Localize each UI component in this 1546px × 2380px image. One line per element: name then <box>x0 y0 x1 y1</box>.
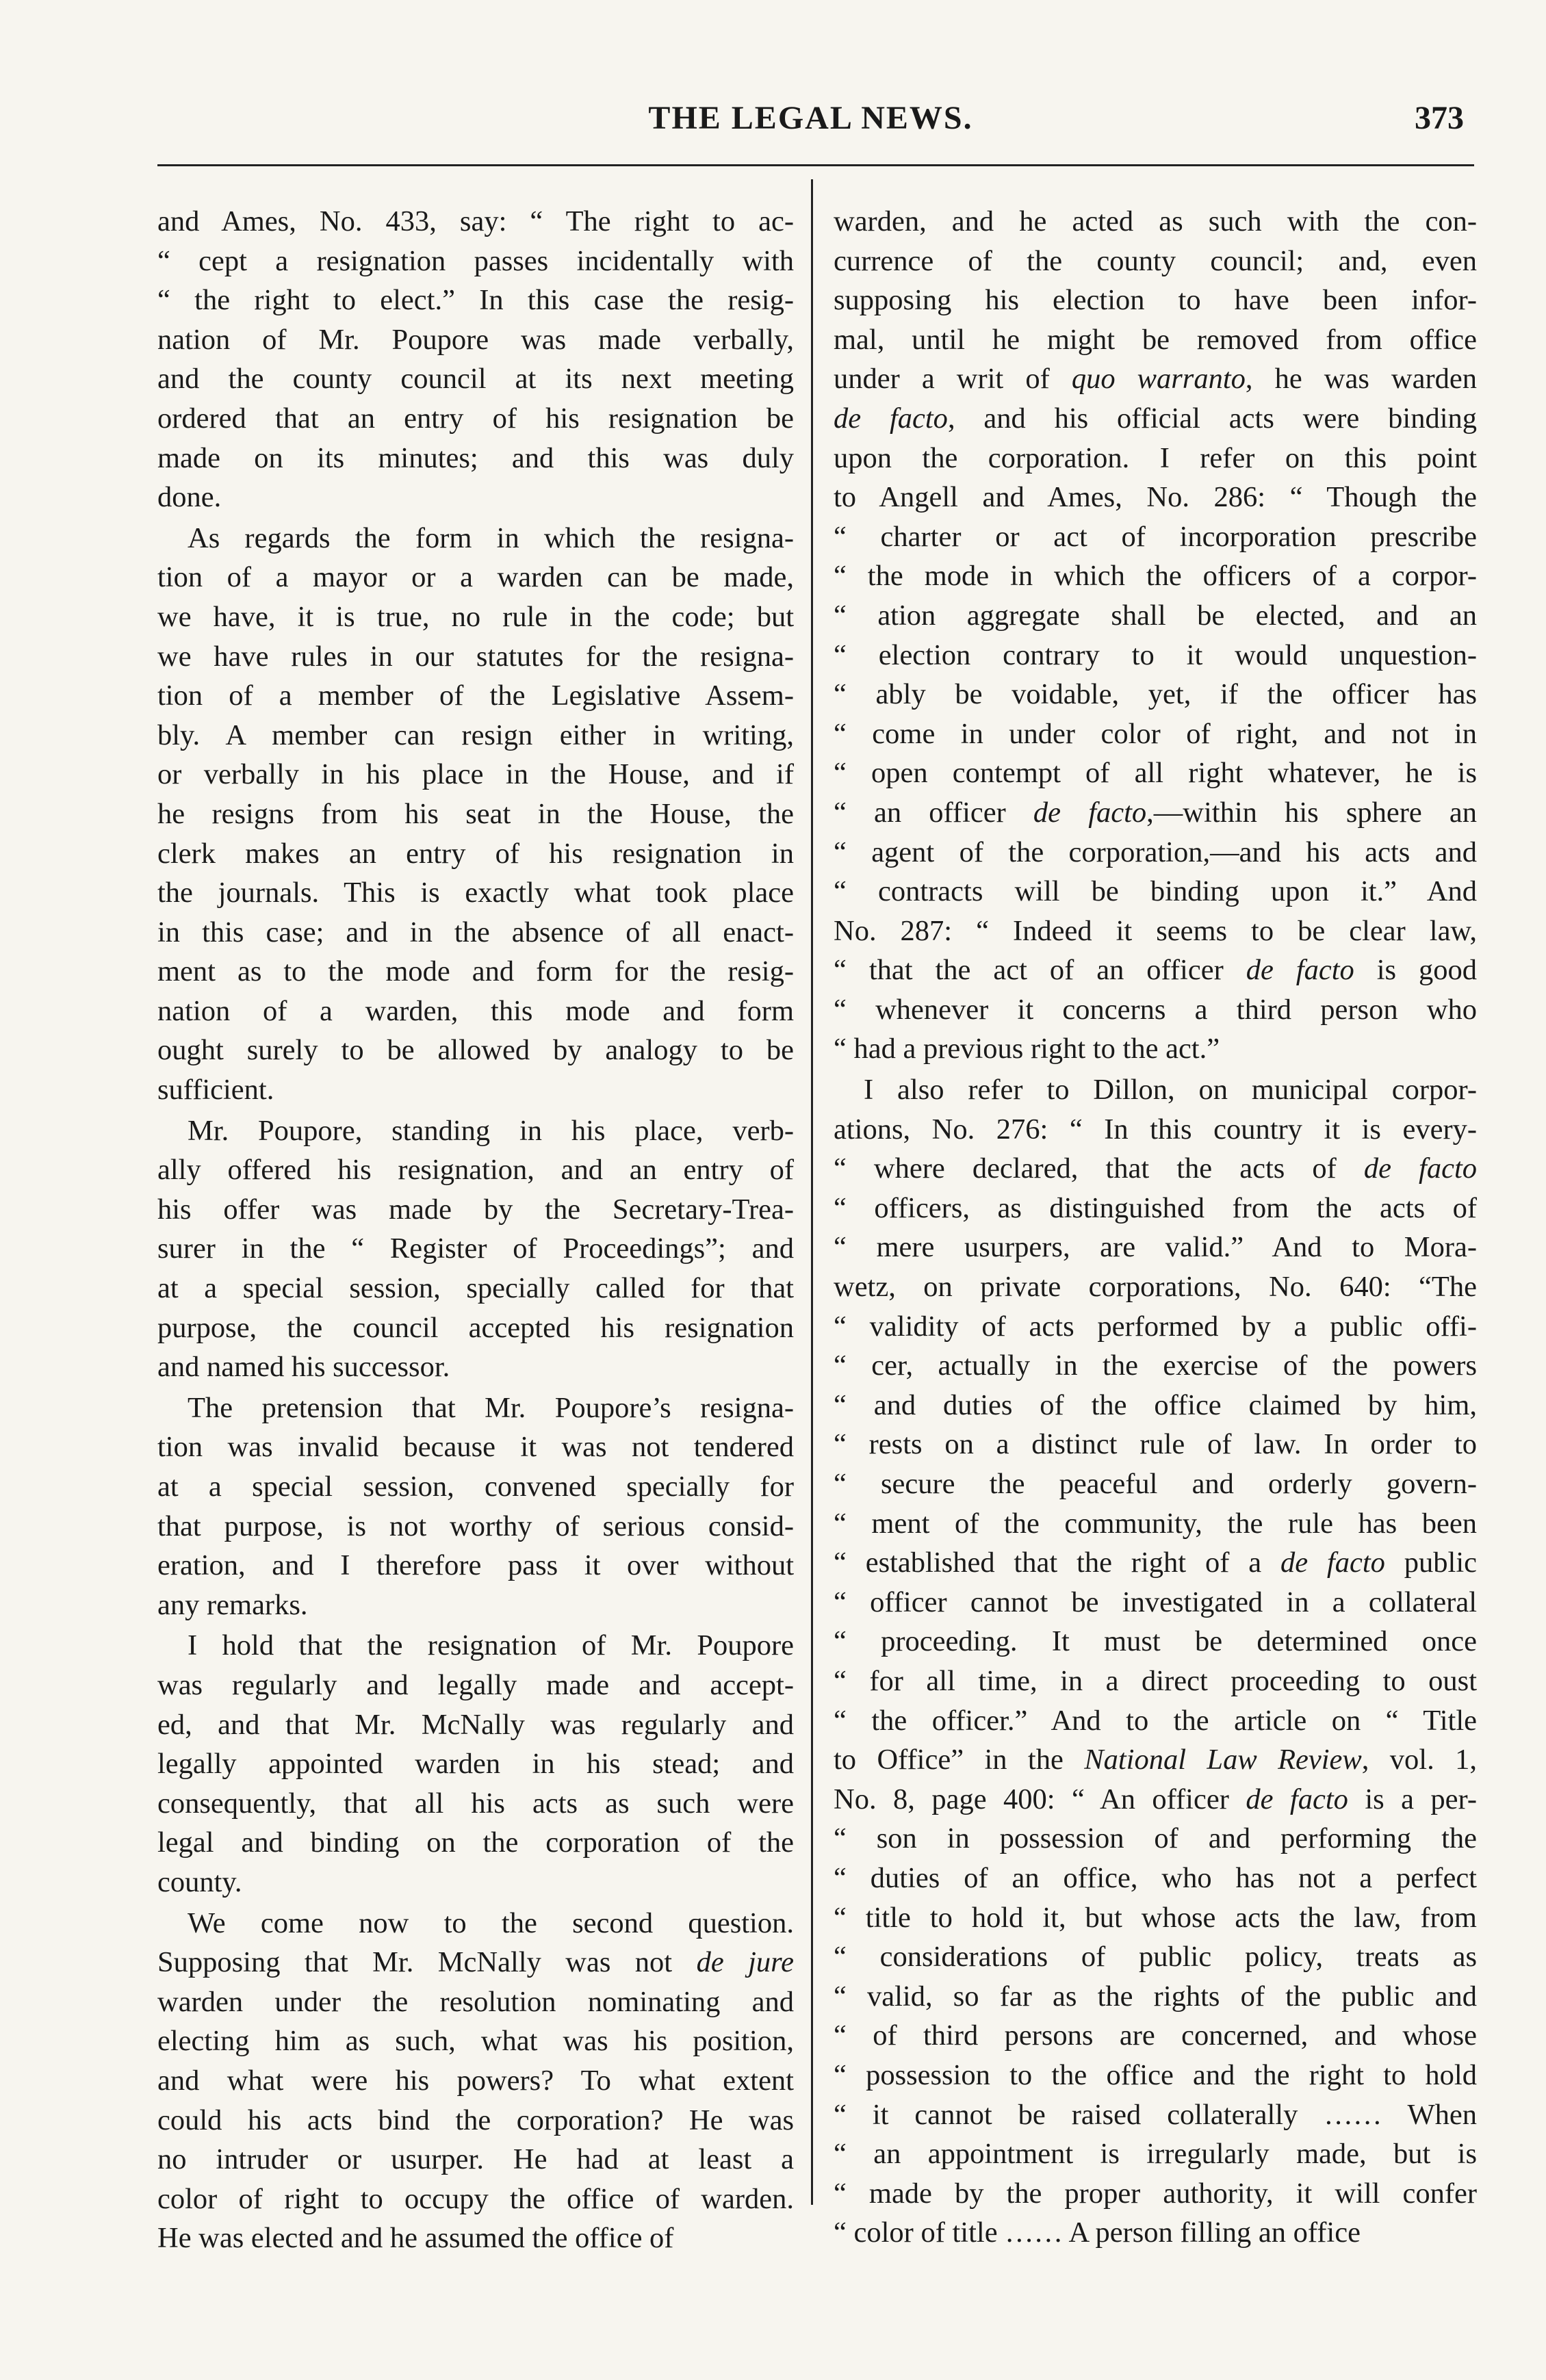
paragraph <box>157 1626 794 1902</box>
text-line: Mr. Poupore, standing in his place, verb- <box>188 1114 794 1147</box>
text-line: “ agent of the corporation,—and his acts and <box>834 836 1477 868</box>
text-line: “ rests on a distinct rule of law. In order to <box>834 1428 1477 1461</box>
text-line: at a special session, convened specially for <box>157 1471 794 1503</box>
text-line: “ validity of acts performed by a public offi- <box>834 1310 1477 1343</box>
text-line: ations, No. 276: “ In this country it is every- <box>834 1113 1477 1146</box>
text-line: and named his successor. <box>157 1351 450 1384</box>
text-line: “ son in possession of and performing the <box>834 1822 1477 1855</box>
text-line: “ cer, actually in the exercise of the powers <box>834 1349 1477 1382</box>
paragraph <box>157 1904 794 2258</box>
text-line: and the county council at its next meeting <box>157 363 794 396</box>
text-line: clerk makes an entry of his resignation in <box>157 837 794 870</box>
text-line: we have, it is true, no rule in the code; but <box>157 600 794 633</box>
publication-title: THE LEGAL NEWS. <box>648 100 973 136</box>
column-divider <box>811 179 813 2205</box>
text-line: “ valid, so far as the rights of the public and <box>834 1980 1477 2013</box>
text-line: “ secure the peaceful and orderly govern- <box>834 1468 1477 1500</box>
text-line: “ that the act of an officer de facto is good <box>834 954 1477 987</box>
text-line: No. 8, page 400: “ An officer de facto is a per- <box>834 1783 1478 1815</box>
text-line: at a special session, specially called for that <box>157 1272 794 1305</box>
text-line: county. <box>157 1865 242 1898</box>
text-line: consequently, that all his acts as such were <box>157 1787 794 1820</box>
text-line: legally appointed warden in his stead; and <box>157 1748 794 1781</box>
text-line: “ possession to the office and the right to hold <box>834 2058 1477 2091</box>
right-column <box>834 202 1477 2253</box>
header-rule <box>157 164 1474 166</box>
text-line: purpose, the council accepted his resignation <box>157 1311 794 1344</box>
text-line: “ where declared, that the acts of de facto <box>834 1152 1478 1185</box>
text-line: “ the officer.” And to the article on “ Title <box>834 1704 1477 1737</box>
text-line: “ whenever it concerns a third person who <box>834 993 1477 1026</box>
text-line: color of right to occupy the office of warden. <box>157 2182 794 2215</box>
text-line: to Angell and Ames, No. 286: “ Though the <box>834 481 1477 514</box>
text-line: de facto, and his official acts were binding <box>834 402 1477 435</box>
text-line: supposing his election to have been infor- <box>834 284 1477 317</box>
text-line: was regularly and legally made and accept- <box>157 1668 794 1701</box>
text-line: legal and binding on the corporation of the <box>157 1826 794 1859</box>
text-line: tion of a mayor or a warden can be made, <box>157 561 794 594</box>
text-line: warden under the resolution nominating and <box>157 1985 794 2018</box>
text-line: his offer was made by the Secretary-Trea- <box>157 1193 794 1226</box>
text-line: “ ably be voidable, yet, if the officer has <box>834 678 1477 711</box>
text-line: “ proceeding. It must be determined once <box>834 1625 1477 1658</box>
text-line: “ election contrary to it would unquestion- <box>834 638 1477 671</box>
text-line: mal, until he might be removed from office <box>834 323 1477 356</box>
text-line: any remarks. <box>157 1588 308 1621</box>
text-line: that purpose, is not worthy of serious consid- <box>157 1510 794 1542</box>
text-line: The pretension that Mr. Poupore’s resigna- <box>188 1391 794 1424</box>
text-line: or verbally in his place in the House, and if <box>157 758 794 791</box>
text-line: nation of a warden, this mode and form <box>157 994 794 1027</box>
text-line: done. <box>157 481 222 514</box>
text-line: “ duties of an office, who has not a perfect <box>834 1861 1477 1894</box>
paragraph <box>157 1111 794 1387</box>
text-line: he resigns from his seat in the House, the <box>157 797 794 830</box>
paragraph <box>834 202 1477 1069</box>
text-line: made on its minutes; and this was duly <box>157 441 794 474</box>
text-line: electing him as such, what was his position, <box>157 2025 794 2058</box>
text-line: I also refer to Dillon, on municipal corpor- <box>864 1074 1477 1107</box>
text-line: ed, and that Mr. McNally was regularly and <box>157 1708 794 1741</box>
text-line: ally offered his resignation, and an entry of <box>157 1154 794 1187</box>
text-line: “ had a previous right to the act.” <box>834 1033 1220 1065</box>
text-line: and what were his powers? To what extent <box>157 2064 794 2097</box>
text-line: “ open contempt of all right whatever, he is <box>834 757 1477 790</box>
text-line: “ an appointment is irregularly made, but is <box>834 2138 1477 2171</box>
page-number: 373 <box>1415 100 1464 136</box>
text-line: “ and duties of the office claimed by him, <box>834 1388 1477 1421</box>
text-line: we have rules in our statutes for the resigna- <box>157 640 794 673</box>
text-line: “ come in under color of right, and not in <box>834 717 1477 750</box>
text-line: “ officer cannot be investigated in a collateral <box>834 1586 1477 1618</box>
text-line: ought surely to be allowed by analogy to be <box>157 1034 794 1067</box>
paragraph <box>834 1070 1477 2253</box>
text-line: bly. A member can resign either in writing, <box>157 719 794 751</box>
text-line: to Office” in the National Law Review, vol. 1, <box>834 1744 1478 1776</box>
text-line: “ an officer de facto,—within his sphere an <box>834 796 1478 829</box>
text-line: No. 287: “ Indeed it seems to be clear law, <box>834 914 1477 947</box>
text-line: could his acts bind the corporation? He was <box>157 2104 794 2136</box>
text-line: in this case; and in the absence of all enact- <box>157 916 794 948</box>
text-line: “ the mode in which the officers of a corpor- <box>834 560 1477 593</box>
text-line: “ of third persons are concerned, and whose <box>834 2019 1477 2052</box>
text-line: “ title to hold it, but whose acts the law, from <box>834 1901 1477 1934</box>
text-line: “ the right to elect.” In this case the resig- <box>157 284 794 317</box>
text-line: I hold that the resignation of Mr. Poupore <box>188 1629 794 1662</box>
text-line: “ color of title …… A person filling an office <box>834 2216 1361 2249</box>
text-line: ment as to the mode and form for the resig- <box>157 955 794 988</box>
text-line: the journals. This is exactly what took place <box>157 877 794 909</box>
text-line: under a writ of quo warranto, he was warden <box>834 363 1478 396</box>
text-line: “ established that the right of a de facto public <box>834 1547 1477 1579</box>
text-line: “ made by the proper authority, it will confer <box>834 2177 1477 2210</box>
text-line: “ contracts will be binding upon it.” And <box>834 875 1477 908</box>
text-line: upon the corporation. I refer on this point <box>834 441 1477 474</box>
text-line: “ it cannot be raised collaterally …… When <box>834 2098 1477 2131</box>
text-line: surer in the “ Register of Proceedings”; and <box>157 1232 794 1265</box>
text-line: sufficient. <box>157 1074 274 1107</box>
text-line: “ ation aggregate shall be elected, and an <box>834 599 1477 632</box>
text-line: “ ment of the community, the rule has been <box>834 1507 1477 1540</box>
paragraph <box>157 519 794 1110</box>
text-line: ordered that an entry of his resignation be <box>157 402 794 435</box>
text-line: Supposing that Mr. McNally was not de jure <box>157 1946 794 1979</box>
text-line: “ cept a resignation passes incidentally with <box>157 244 794 277</box>
text-line: We come now to the second question. <box>188 1906 794 1939</box>
text-line: “ mere usurpers, are valid.” And to Mora- <box>834 1231 1477 1264</box>
text-line: “ for all time, in a direct proceeding to oust <box>834 1664 1477 1697</box>
text-line: wetz, on private corporations, No. 640: “The <box>834 1271 1477 1304</box>
text-line: warden, and he acted as such with the con- <box>834 205 1477 237</box>
text-line: nation of Mr. Poupore was made verbally, <box>157 323 794 356</box>
text-line: no intruder or usurper. He had at least a <box>157 2143 794 2176</box>
paragraph <box>157 202 794 517</box>
text-line: “ officers, as distinguished from the acts of <box>834 1191 1477 1224</box>
text-line: currence of the county council; and, even <box>834 244 1477 277</box>
text-line: As regards the form in which the resigna- <box>188 521 794 554</box>
text-line: eration, and I therefore pass it over without <box>157 1549 794 1582</box>
text-line: He was elected and he assumed the office of <box>157 2222 674 2255</box>
text-line: tion of a member of the Legislative Assem- <box>157 680 794 712</box>
text-line: and Ames, No. 433, say: “ The right to ac- <box>157 205 794 237</box>
text-line: “ charter or act of incorporation prescribe <box>834 520 1477 553</box>
text-line: “ considerations of public policy, treats as <box>834 1941 1477 1974</box>
paragraph <box>157 1388 794 1625</box>
text-line: tion was invalid because it was not tendered <box>157 1431 794 1464</box>
running-head <box>157 99 1464 154</box>
left-column <box>157 202 794 2258</box>
